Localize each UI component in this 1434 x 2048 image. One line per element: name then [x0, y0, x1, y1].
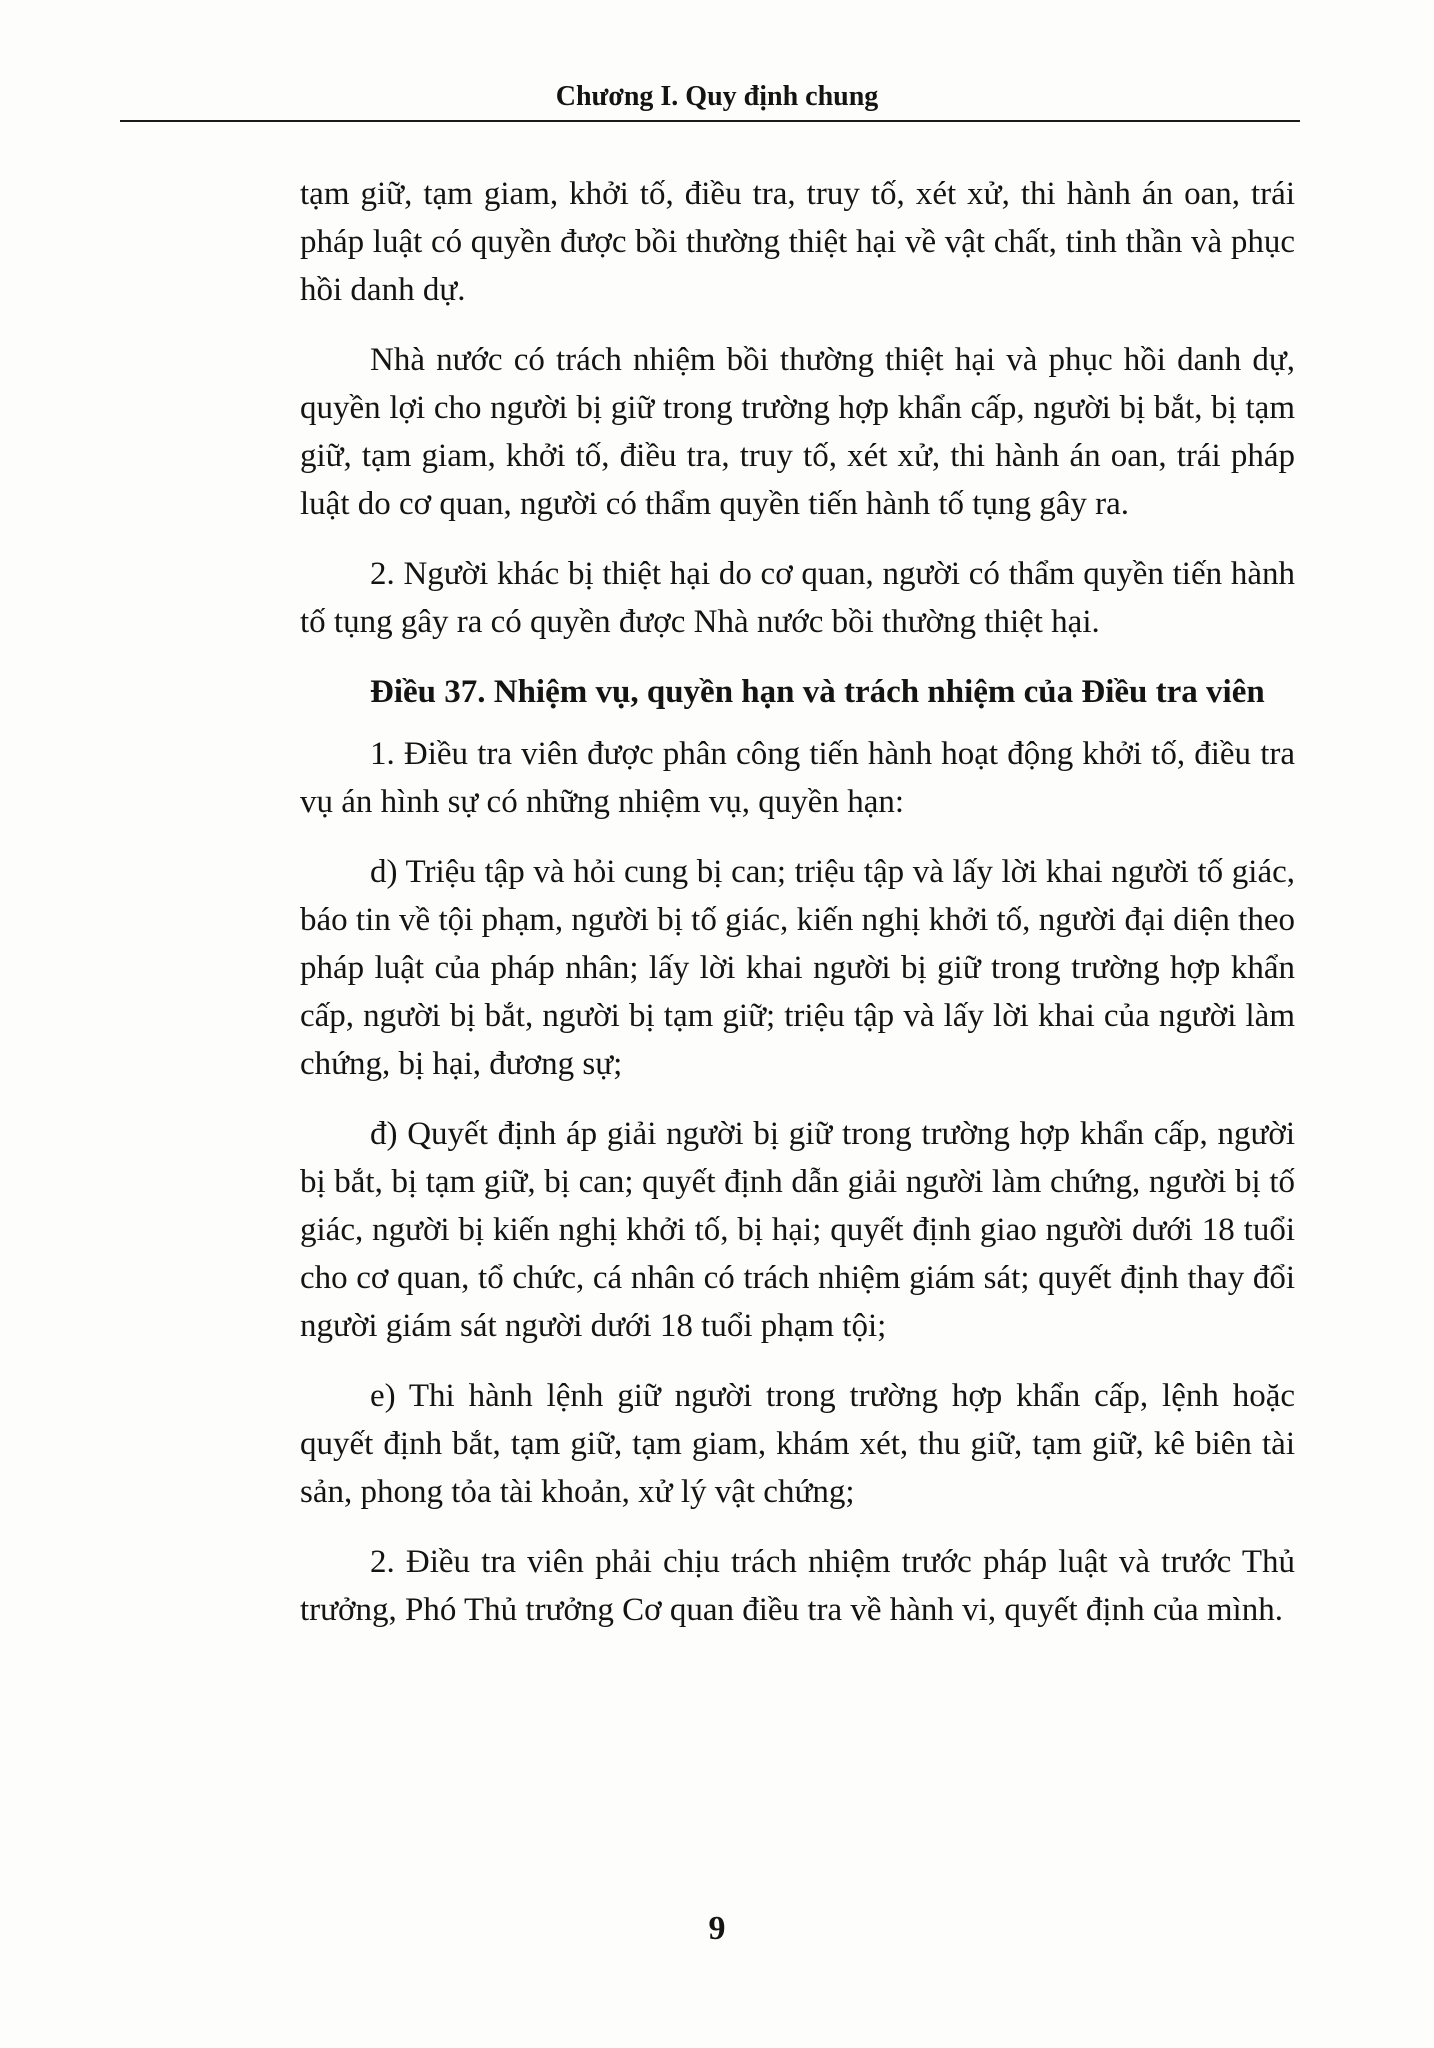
paragraph-point-d: d) Triệu tập và hỏi cung bị can; triệu tập và lấy lời khai người tố giác, báo tin về tội phạm, người bị tố giác, kiến nghị khởi tố, người đại diện theo pháp luật của pháp nhân; lấy lời khai người bị giữ trong trường hợp khẩn cấp, người bị bắt, người bị tạm giữ; triệu tập và lấy lời khai của người làm chứng, bị hại, đương sự;	[300, 854, 1295, 1082]
paragraph-state-compensation: Nhà nước có trách nhiệm bồi thường thiệt hại và phục hồi danh dự, quyền lợi cho người bị giữ trong trường hợp khẩn cấp, người bị bắt, bị tạm giữ, tạm giam, khởi tố, điều tra, truy tố, xét xử, thi hành án oan, trái pháp luật do cơ quan, người có thẩm quyền tiến hành tố tụng gây ra.	[300, 342, 1295, 522]
paragraph-point-e: e) Thi hành lệnh giữ người trong trường hợp khẩn cấp, lệnh hoặc quyết định bắt, tạm giữ, tạm giam, khám xét, thu giữ, tạm giữ, kê biên tài sản, phong tỏa tài khoản, xử lý vật chứng;	[300, 1378, 1295, 1510]
paragraph-point-dd: đ) Quyết định áp giải người bị giữ trong trường hợp khẩn cấp, người bị bắt, bị tạm giữ, bị can; quyết định dẫn giải người làm chứng, người bị tố giác, người bị kiến nghị khởi tố, bị hại; quyết định giao người dưới 18 tuổi cho cơ quan, tổ chức, cá nhân có trách nhiệm giám sát; quyết định thay đổi người giám sát người dưới 18 tuổi phạm tội;	[300, 1116, 1295, 1344]
running-header: Chương I. Quy định chung	[555, 81, 879, 112]
paragraph-clause-1: 1. Điều tra viên được phân công tiến hành hoạt động khởi tố, điều tra vụ án hình sự có những nhiệm vụ, quyền hạn:	[300, 736, 1295, 820]
paragraph-clause-2: 2. Người khác bị thiệt hại do cơ quan, người có thẩm quyền tiến hành tố tụng gây ra có quyền được Nhà nước bồi thường thiệt hại.	[300, 556, 1295, 640]
body-text	[300, 170, 1295, 1656]
header-rule	[120, 120, 1300, 122]
paragraph-continuation: tạm giữ, tạm giam, khởi tố, điều tra, truy tố, xét xử, thi hành án oan, trái pháp luật có quyền được bồi thường thiệt hại về vật chất, tinh thần và phục hồi danh dự.	[300, 176, 1295, 308]
article-heading: Điều 37. Nhiệm vụ, quyền hạn và trách nhiệm của Điều tra viên	[370, 674, 1265, 710]
paragraph-responsibility: 2. Điều tra viên phải chịu trách nhiệm trước pháp luật và trước Thủ trưởng, Phó Thủ trưởng Cơ quan điều tra về hành vi, quyết định của mình.	[300, 1544, 1295, 1628]
page-number: 9	[708, 1910, 726, 1947]
